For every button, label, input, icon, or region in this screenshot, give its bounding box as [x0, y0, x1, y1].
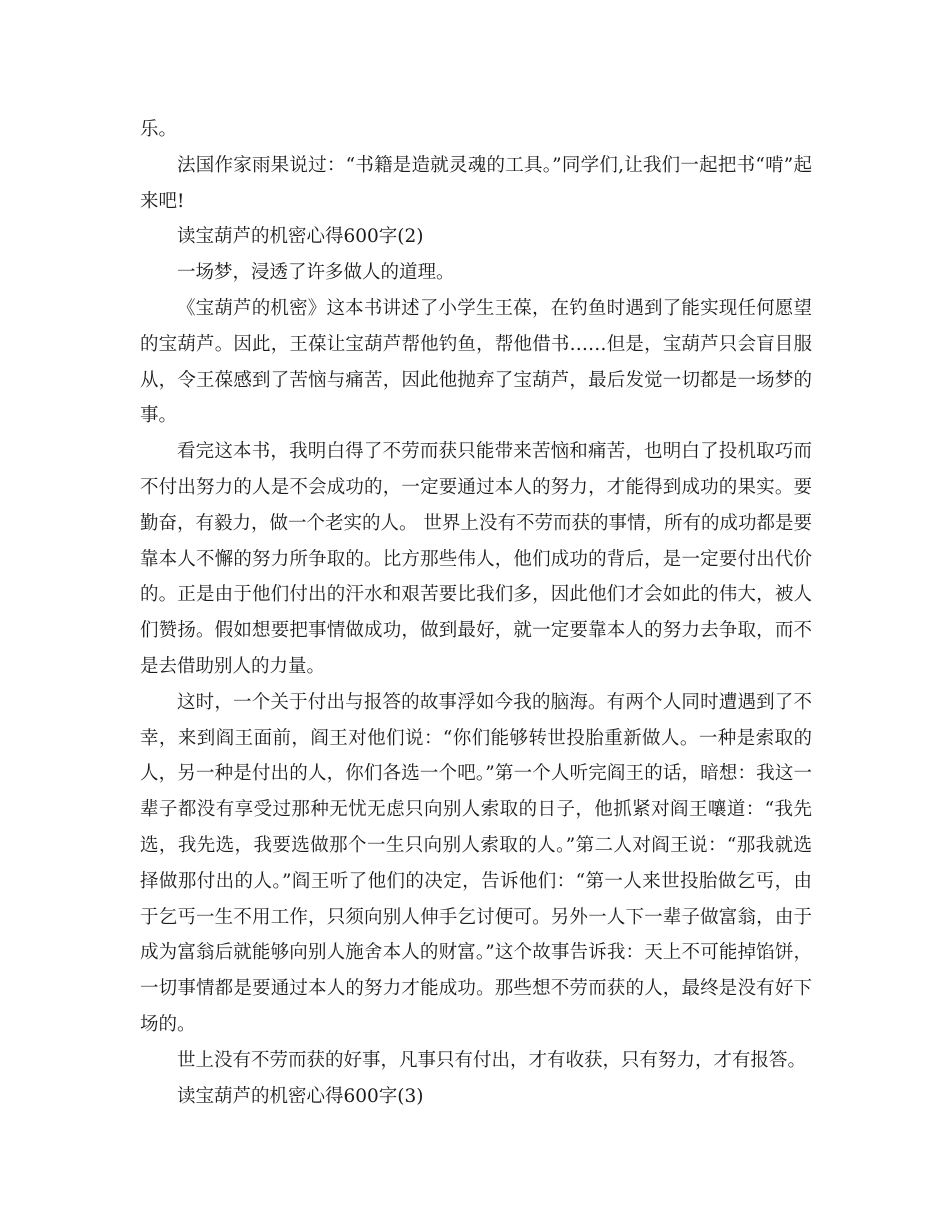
- section-heading-3: 读宝葫芦的机密心得600字(3): [177, 1085, 424, 1107]
- paragraph-dream: 一场梦，浸透了许多做人的道理。: [177, 262, 455, 284]
- document-page: [140, 112, 812, 1114]
- paragraph-story: 这时，一个关于付出与报答的故事浮如今我的脑海。有两个人同时遭遇到了不幸，来到阎王面前，阎王对他们说：“你们能够转世投胎重新做人。一种是索取的人，另一种是付出的人，你们各选一个吧。”第一个人听完阎王的话，暗想：我这一辈子都没有享受过那种无忧无虑只向别人索取的日子，他抓紧对阎王嚷道：“我先选，我先选，我要选做那个一生只向别人索取的人。”第二人对阎王说：“那我就选择做那付出的人。”阎王听了他们的决定，告诉他们：“第一人来世投胎做乞丐，由于乞丐一生不用工作，只须向别人伸手乞讨便可。另外一人下一辈子做富翁，由于成为富翁后就能够向别人施舍本人的财富。”这个故事告诉我：天上不可能掉馅饼，一切事情都是要通过本人的努力才能成功。那些想不劳而获的人，最终是没有好下场的。: [140, 691, 812, 1035]
- section-heading-2: 读宝葫芦的机密心得600字(2): [177, 226, 424, 248]
- paragraph-conclusion: 世上没有不劳而获的好事，凡事只有付出，才有收获，只有努力，才有报答。: [177, 1049, 807, 1071]
- paragraph-hugo-quote: 法国作家雨果说过：“书籍是造就灵魂的工具。”同学们,让我们一起把书“啃”起来吧!: [140, 154, 812, 212]
- paragraph-book-summary: 《宝葫芦的机密》这本书讲述了小学生王葆，在钓鱼时遇到了能实现任何愿望的宝葫芦。因此，王葆让宝葫芦帮他钓鱼，帮他借书……但是，宝葫芦只会盲目服从，令王葆感到了苦恼与痛苦，因此他抛弃了宝葫芦，最后发觉一切都是一场梦的事。: [140, 297, 812, 427]
- paragraph-reflection: 看完这本书，我明白得了不劳而获只能带来苦恼和痛苦，也明白了投机取巧而不付出努力的人是不会成功的，一定要通过本人的努力，才能得到成功的果实。要勤奋，有毅力，做一个老实的人。 世界上没有不劳而获的事情，所有的成功都是要靠本人不懈的努力所争取的。比方那些伟人，他们成功的背后，是一定要付出代价的。正是由于他们付出的汗水和艰苦要比我们多，因此他们才会如此的伟大，被人们赞扬。假如想要把事情做成功，做到最好，就一定要靠本人的努力去争取，而不是去借助别人的力量。: [140, 441, 812, 677]
- paragraph-continuation: 乐。: [140, 119, 178, 140]
